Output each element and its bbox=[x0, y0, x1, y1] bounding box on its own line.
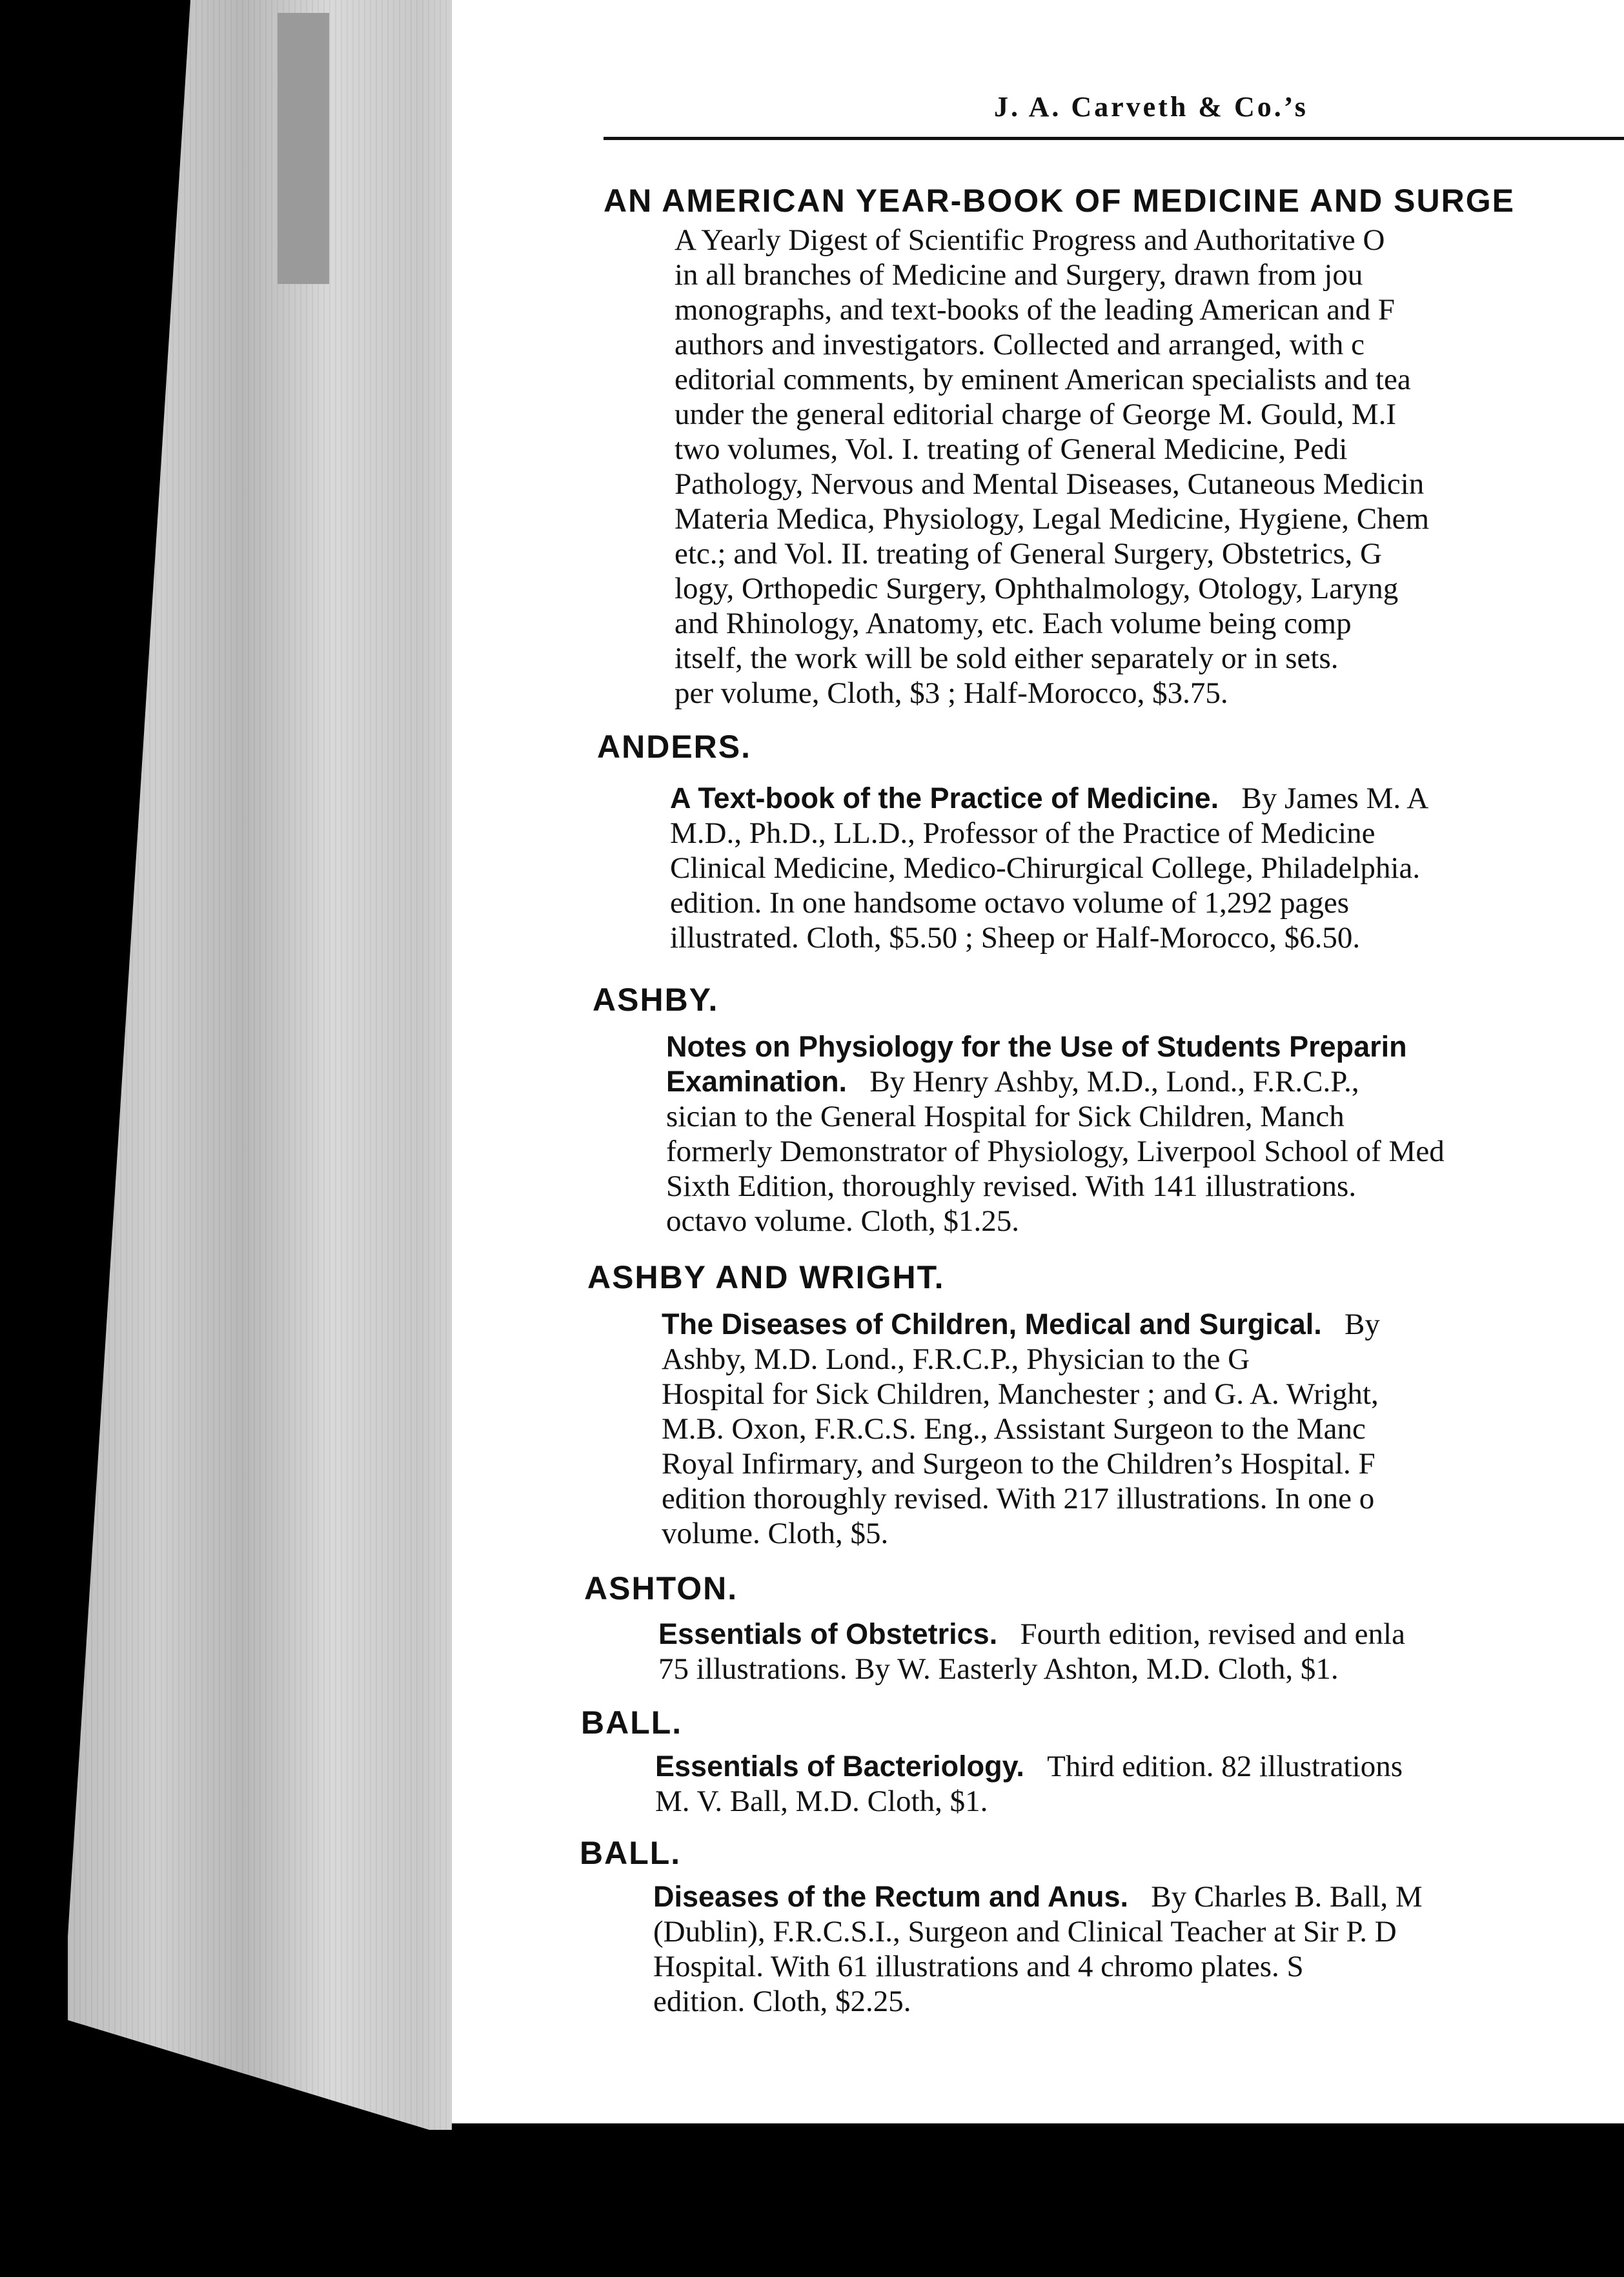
entry-line: and Rhinology, Anatomy, etc. Each volume being comp bbox=[675, 607, 1352, 640]
entry-line: Pathology, Nervous and Mental Diseases, Cutaneous Medicin bbox=[675, 467, 1425, 501]
book-title: Notes on Physiology for the Use of Students Preparin bbox=[666, 1030, 1407, 1063]
entry-line: illustrated. Cloth, $5.50 ; Sheep or Half-Morocco, $6.50. bbox=[670, 921, 1361, 955]
entry-line: octavo volume. Cloth, $1.25. bbox=[666, 1204, 1019, 1238]
entry-line: in all branches of Medicine and Surgery, drawn from jou bbox=[675, 258, 1363, 292]
entry-line: authors and investigators. Collected and arranged, with c bbox=[675, 328, 1365, 361]
entry-heading: AN AMERICAN YEAR-BOOK OF MEDICINE AND SURGE bbox=[604, 183, 1515, 219]
entry-title-line bbox=[670, 781, 1428, 816]
entry-line: M. V. Ball, M.D. Cloth, $1. bbox=[655, 1785, 988, 1818]
entry-line: Hospital. With 61 illustrations and 4 chromo plates. S bbox=[653, 1950, 1304, 1983]
entry-line: 75 illustrations. By W. Easterly Ashton, M.D. Cloth, $1. bbox=[658, 1652, 1339, 1686]
entry-body bbox=[653, 1879, 1423, 2019]
book-title: A Text-book of the Practice of Medicine. bbox=[670, 782, 1219, 815]
entry-body bbox=[655, 1749, 1403, 1819]
entry-line: Third edition. 82 illustrations bbox=[1047, 1750, 1403, 1783]
entry-body bbox=[675, 223, 1429, 711]
entry-line: A Yearly Digest of Scientific Progress and Authoritative O bbox=[675, 223, 1385, 257]
entry-line: M.D., Ph.D., LL.D., Professor of the Practice of Medicine bbox=[670, 816, 1375, 850]
entry-line: under the general editorial charge of George M. Gould, M.I bbox=[675, 398, 1397, 431]
book-title-cont: Examination. bbox=[666, 1065, 848, 1098]
entry-line: volume. Cloth, $5. bbox=[662, 1517, 889, 1550]
entry-title-line bbox=[655, 1749, 1403, 1784]
entry-heading: ASHBY. bbox=[593, 982, 719, 1018]
book-title: Essentials of Bacteriology. bbox=[655, 1750, 1024, 1783]
entry-line: Fourth edition, revised and enla bbox=[1020, 1617, 1405, 1651]
entry-heading: ASHBY AND WRIGHT. bbox=[587, 1259, 945, 1295]
entry-line: formerly Demonstrator of Physiology, Liverpool School of Med bbox=[666, 1135, 1445, 1168]
running-head: J. A. Carveth & Co.’s bbox=[994, 91, 1308, 123]
entry-heading: ASHTON. bbox=[584, 1570, 738, 1606]
entry-line: Hospital for Sick Children, Manchester ; and G. A. Wright, bbox=[662, 1377, 1379, 1411]
entry-line: Materia Medica, Physiology, Legal Medicine, Hygiene, Chem bbox=[675, 502, 1430, 536]
entry-line: per volume, Cloth, $3 ; Half-Morocco, $3.75. bbox=[675, 676, 1228, 710]
entry-body bbox=[662, 1307, 1380, 1551]
entry-line: By Henry Ashby, M.D., Lond., F.R.C.P., bbox=[869, 1065, 1359, 1098]
entry-line: By bbox=[1345, 1308, 1380, 1341]
entry-title-line bbox=[666, 1029, 1445, 1064]
entry-line: By Charles B. Ball, M bbox=[1151, 1880, 1423, 1914]
entry-body bbox=[670, 781, 1428, 955]
entry-line: M.B. Oxon, F.R.C.S. Eng., Assistant Surgeon to the Manc bbox=[662, 1412, 1366, 1446]
entry-line: etc.; and Vol. II. treating of General Surgery, Obstetrics, G bbox=[675, 537, 1382, 571]
entry-line: sician to the General Hospital for Sick Children, Manch bbox=[666, 1100, 1345, 1133]
entry-title-line bbox=[653, 1879, 1423, 1914]
entry-line: Royal Infirmary, and Surgeon to the Children’s Hospital. F bbox=[662, 1447, 1375, 1481]
entry-body bbox=[666, 1029, 1445, 1239]
entry-line: edition thoroughly revised. With 217 illustrations. In one o bbox=[662, 1482, 1375, 1515]
entry-line: Ashby, M.D. Lond., F.R.C.P., Physician to the G bbox=[662, 1342, 1250, 1376]
entry-title-line bbox=[666, 1064, 1445, 1099]
entry-heading: ANDERS. bbox=[597, 729, 752, 765]
entry-line: edition. Cloth, $2.25. bbox=[653, 1985, 911, 2018]
book-title: Essentials of Obstetrics. bbox=[658, 1617, 998, 1650]
entry-line: itself, the work will be sold either separately or in sets. bbox=[675, 642, 1339, 675]
entry-heading: BALL. bbox=[581, 1705, 683, 1741]
entry-line: (Dublin), F.R.C.S.I., Surgeon and Clinical Teacher at Sir P. D bbox=[653, 1915, 1397, 1948]
book-title: Diseases of the Rectum and Anus. bbox=[653, 1880, 1129, 1913]
entry-title-line bbox=[662, 1307, 1380, 1342]
entry-line: Sixth Edition, thoroughly revised. With 141 illustrations. bbox=[666, 1169, 1357, 1203]
entry-line: editorial comments, by eminent American specialists and tea bbox=[675, 363, 1411, 396]
entry-line: two volumes, Vol. I. treating of General Medicine, Pedi bbox=[675, 432, 1348, 466]
entry-title-line bbox=[658, 1617, 1405, 1652]
entry-body bbox=[658, 1617, 1405, 1686]
book-title: The Diseases of Children, Medical and Surgical. bbox=[662, 1308, 1322, 1341]
entry-line: logy, Orthopedic Surgery, Ophthalmology, Otology, Laryng bbox=[675, 572, 1399, 605]
entry-line: Clinical Medicine, Medico-Chirurgical College, Philadelphia. bbox=[670, 851, 1421, 885]
entry-line: By James M. A bbox=[1241, 782, 1429, 815]
entry-line: edition. In one handsome octavo volume of 1,292 pages bbox=[670, 886, 1350, 920]
entry-line: monographs, and text-books of the leading American and F bbox=[675, 293, 1395, 327]
entry-heading: BALL. bbox=[580, 1835, 682, 1871]
